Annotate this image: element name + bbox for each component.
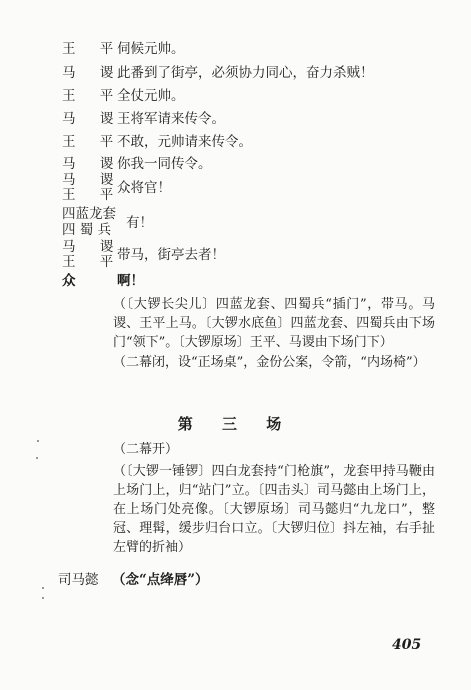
stage-direction: （二幕闭，设“正场桌”，金份公案，令箭，“内场椅”）	[113, 355, 426, 370]
speaker-label-top: 马 谡	[62, 172, 124, 188]
stage-direction: （〔大锣长尖儿〕四蓝龙套、四蜀兵“插门”，带马。马谡、王平上马。〔大锣水底鱼〕四蓝龙套、四蜀兵由下场门“领下”。〔大锣原场〕王平、马谡由下场门下）	[113, 297, 435, 350]
speaker-label-bottom: 王 平	[62, 254, 124, 270]
speaker-label: 王 平	[62, 134, 124, 150]
speaker-label: 司马懿	[58, 572, 99, 588]
speaker-label: 马 谡	[62, 156, 124, 172]
dialogue-line: 你我一同传令。	[117, 156, 212, 172]
scan-speck	[36, 457, 38, 459]
dialogue-line: 啊！	[117, 273, 144, 289]
dialogue-line: 伺候元帅。	[117, 41, 185, 57]
speaker-label-bottom: 四 蜀 兵	[62, 222, 112, 238]
dialogue-line: 有！	[126, 215, 153, 231]
dialogue-line: 王将军请来传令。	[117, 111, 225, 127]
page-number: 405	[392, 637, 422, 653]
dialogue-line: （念“点绛唇”）	[112, 572, 209, 588]
scan-speck	[42, 597, 44, 599]
dialogue-line: 全仗元帅。	[117, 88, 185, 104]
dialogue-line: 不敢，元帅请来传令。	[117, 134, 252, 150]
speaker-label-top: 马 谡	[62, 239, 124, 255]
speaker-label-top: 四蓝龙套	[62, 206, 116, 222]
dialogue-line: 带马，街亭去者！	[117, 247, 225, 263]
dialogue-line: 众将官！	[117, 180, 171, 196]
scan-speck	[37, 440, 39, 442]
speaker-label: 王 平	[62, 88, 124, 104]
stage-direction: （二幕开）	[113, 442, 179, 457]
dialogue-line: 此番到了街亭，必须协力同心，奋力杀贼！	[117, 65, 374, 81]
speaker-label: 王 平	[62, 41, 124, 57]
stage-direction: （〔大锣一锤锣〕四白龙套持“门枪旗”，龙套甲持马鞭由上场门上，归“站门”立。〔四击头〕司马懿由上场门上，在上场门处亮像。〔大锣原场〕司马懿归“九龙口”，整冠、理髯，缓步归台口立。〔大锣归位〕抖左袖，右手扯左臂的折袖）	[113, 464, 435, 555]
scan-speck	[42, 587, 44, 589]
speaker-label: 马 谡	[62, 65, 124, 81]
speaker-label: 众	[62, 273, 76, 289]
speaker-label-bottom: 王 平	[62, 187, 124, 203]
speaker-label: 马 谡	[62, 111, 124, 127]
scene-heading: 第 三 场	[177, 415, 294, 433]
